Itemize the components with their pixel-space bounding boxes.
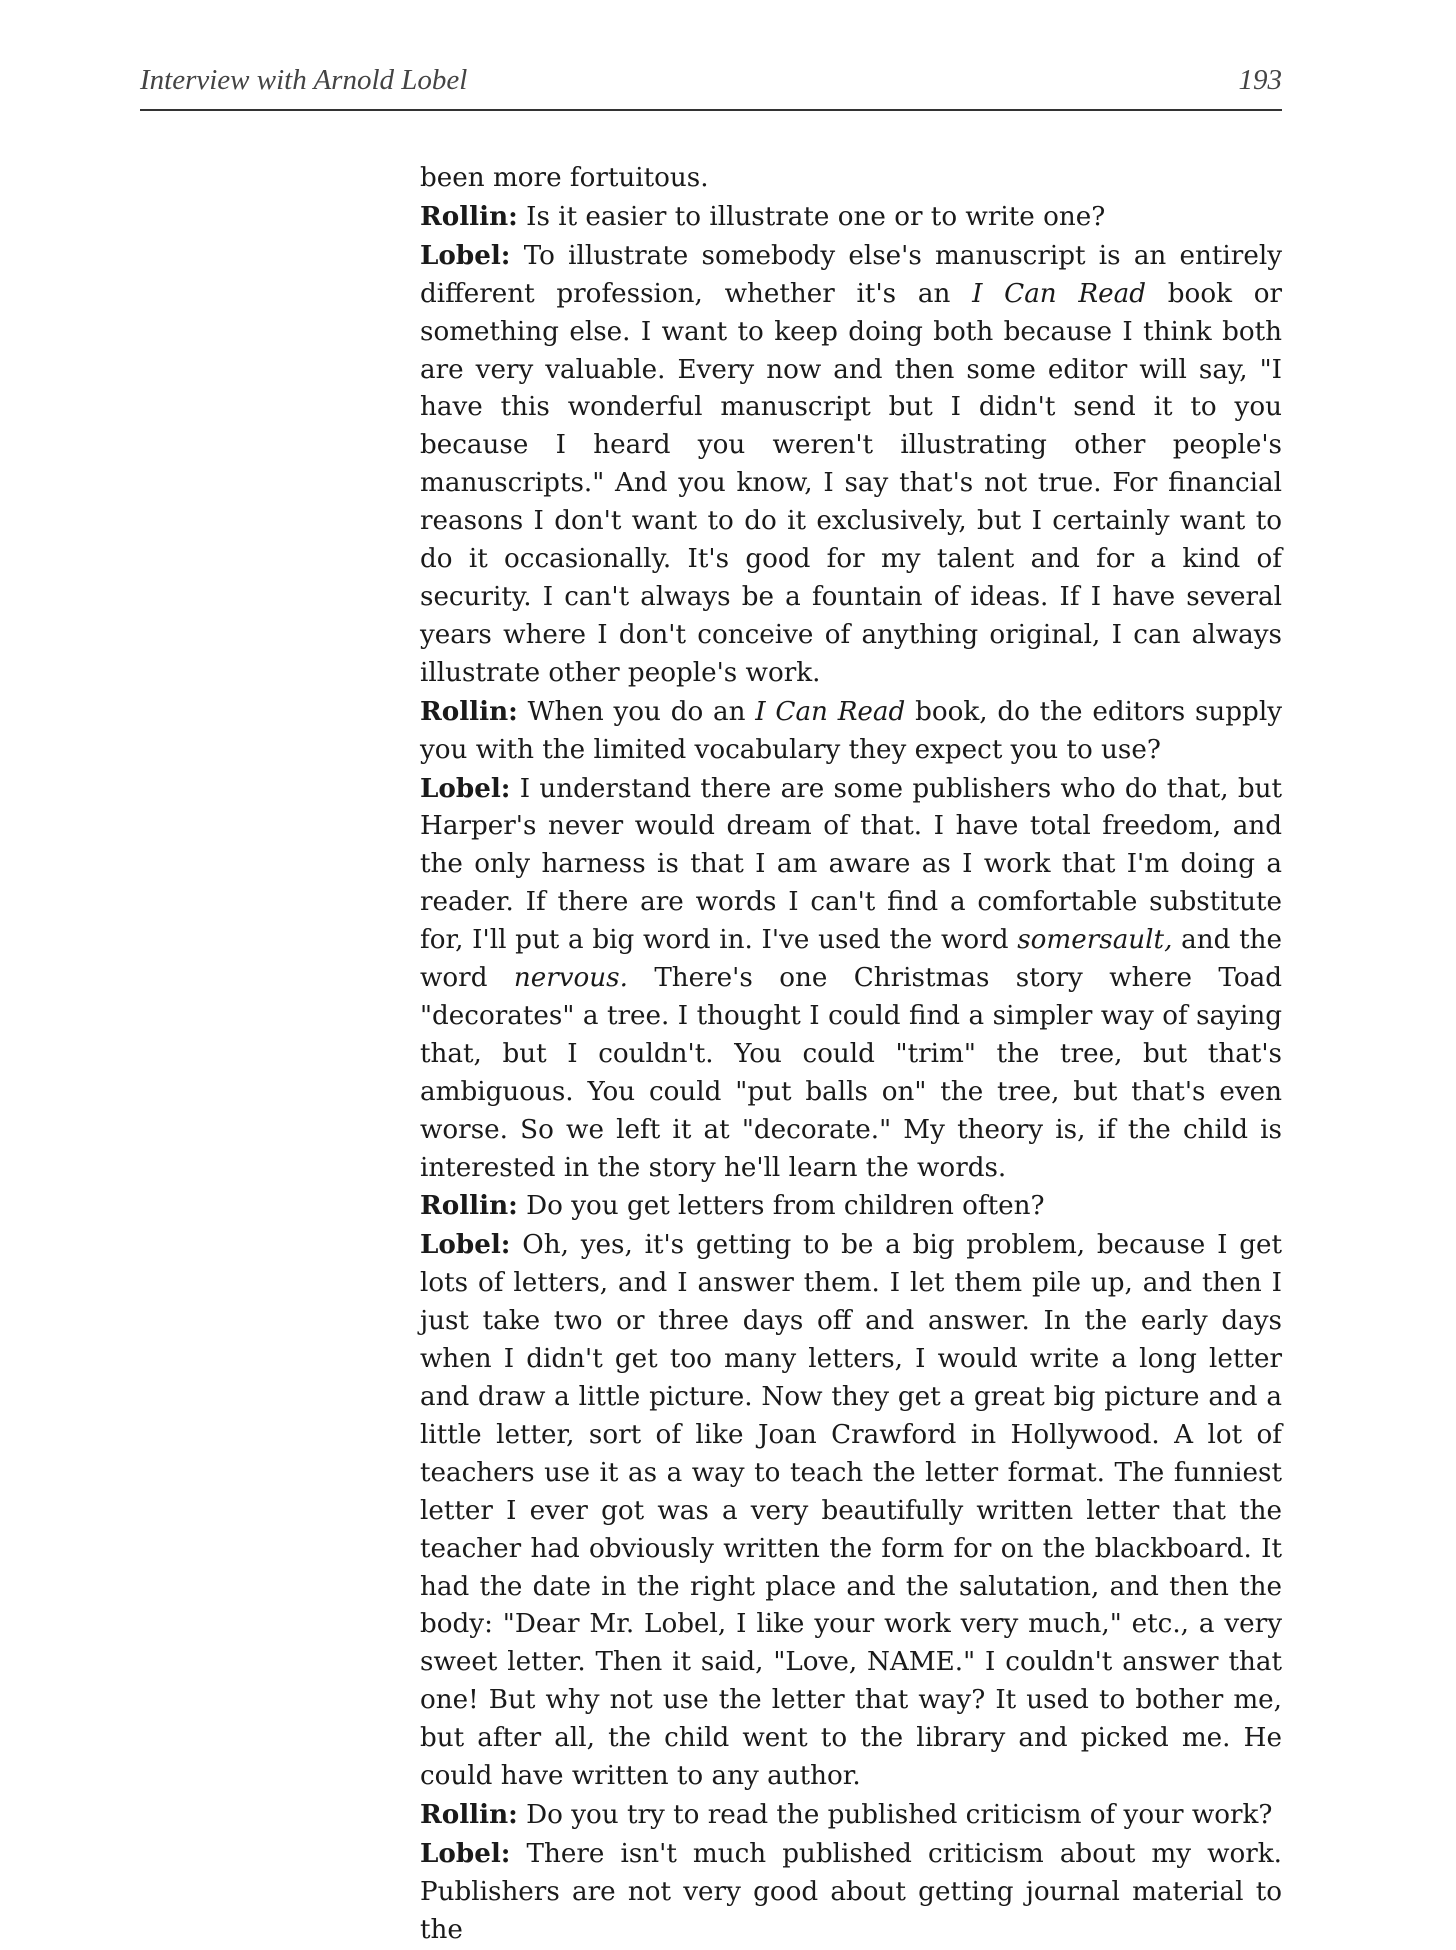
paragraph-text: I understand there are some publishers who do that, but Harper's never would dream of that. I have total freedom, and the only harness is that I am aware as I work that I'm doing a reader. If there are words I can't find a comfortable substitute for, I'll put a big word in. I've used the word: [420, 773, 1282, 956]
speaker-label: Rollin:: [420, 200, 518, 232]
speaker-label: Rollin:: [420, 1190, 518, 1222]
paragraph: [420, 1835, 1282, 1950]
speaker-label: Lobel:: [420, 772, 511, 804]
paragraph: [420, 160, 1282, 198]
paragraph: [420, 198, 1282, 237]
paragraph-text: To illustrate somebody else's manuscript is an entirely different profession, whether it's an: [420, 240, 1282, 309]
speaker-label: Lobel:: [420, 1229, 511, 1261]
paragraph: [420, 1796, 1282, 1835]
paragraph-text: been more fortuitous.: [420, 163, 709, 193]
paragraph: [420, 1226, 1282, 1796]
running-head: [140, 64, 1282, 104]
paragraph: [420, 237, 1282, 693]
paragraph-text: When you do an: [517, 696, 756, 727]
emphasized-word: somersault,: [1017, 925, 1173, 956]
paragraph: [420, 770, 1282, 1188]
paragraph-text: book or something else. I want to keep doing both because I think both are very valuable. Every now and then some editor will say, "I have this wonderful manuscript but I didn't send it to you because I heard you weren't illustrating other people's manuscripts." And you know, I say that's not true. For financial reasons I don't want to do it exclusively, but I certainly want to do it occasionally. It's good for my talent and for a kind of security. I can't always be a fountain of ideas. If I have several years where I don't conceive of anything original, I can always illustrate other people's work.: [420, 278, 1282, 688]
speaker-label: Lobel:: [420, 239, 511, 271]
book-series-title: I Can Read: [755, 696, 906, 727]
speaker-label: Rollin:: [420, 695, 518, 727]
book-series-title: I Can Read: [972, 278, 1147, 309]
page-number: 193: [1238, 64, 1282, 96]
paragraph: [420, 1187, 1282, 1226]
paragraph-text: There's one Christmas story where Toad "decorates" a tree. I thought I could find a simpler way of saying that, but I couldn't. You could "trim" the tree, but that's ambiguous. You could "put balls on" the tree, but that's even worse. So we left it at "decorate." My theory is, if the child is interested in the story he'll learn the words.: [420, 963, 1282, 1183]
paragraph-text: Is it easier to illustrate one or to write one?: [517, 201, 1106, 232]
interview-body: [420, 160, 1282, 1950]
paragraph: [420, 693, 1282, 770]
speaker-label: Rollin:: [420, 1798, 518, 1830]
paragraph-text: Do you try to read the published criticism of your work?: [517, 1799, 1273, 1830]
paragraph-text: and the word: [420, 925, 1282, 994]
emphasized-word: nervous.: [513, 963, 628, 994]
paragraph-text: book, do the editors supply you with the limited vocabulary they expect you to use?: [420, 696, 1282, 765]
paragraph-text: There isn't much published criticism about my work. Publishers are not very good about getting journal material to the: [420, 1838, 1282, 1945]
running-title: Interview with Arnold Lobel: [140, 64, 468, 96]
paragraph-text: Do you get letters from children often?: [517, 1191, 1045, 1222]
speaker-label: Lobel:: [420, 1837, 511, 1869]
header-rule: [140, 109, 1282, 111]
paragraph-text: Oh, yes, it's getting to be a big problem, because I get lots of letters, and I answer them. I let them pile up, and then I just take two or three days off and answer. In the early days when I didn't get too many letters, I would write a long letter and draw a little picture. Now they get a great big picture and a little letter, sort of like Joan Crawford in Hollywood. A lot of teachers use it as a way to teach the letter format. The funniest letter I ever got was a very beautifully written letter that the teacher had obviously written the form for on the blackboard. It had the date in the right place and the salutation, and then the body: "Dear Mr. Lobel, I like your work very much," etc., a very sweet letter. Then it said, "Love, NAME." I couldn't answer that one! But why not use the letter that way? It used to bother me, but after all, the child went to the library and picked me. He could have written to any author.: [420, 1230, 1282, 1792]
